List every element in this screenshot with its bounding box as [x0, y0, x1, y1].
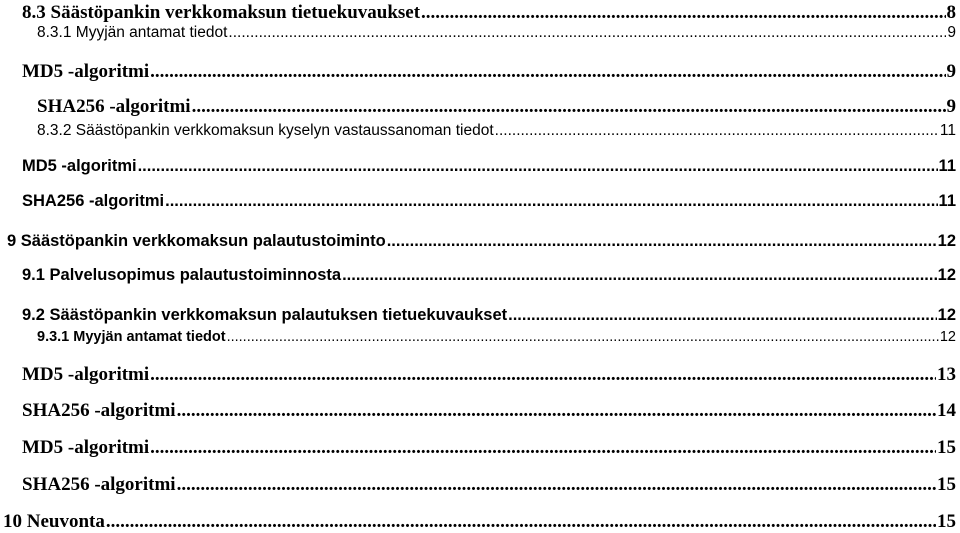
toc-entry-md5-1[interactable] [22, 61, 956, 83]
toc-entry-9-2[interactable] [22, 306, 956, 325]
toc-entry-page: 15 [937, 437, 956, 458]
toc-dot-leader [106, 511, 936, 533]
toc-entry-page: 11 [939, 122, 956, 139]
toc-entry-page: 15 [937, 474, 956, 495]
toc-entry-label: 9 Säästöpankin verkkomaksun palautustoiminto [7, 232, 386, 250]
toc-entry-md5-2[interactable] [22, 157, 956, 176]
toc-entry-page: 14 [937, 400, 956, 421]
toc-dot-leader [177, 474, 936, 496]
toc-entry-page: 11 [938, 157, 956, 175]
toc-entry-label: 8.3.1 Myyjän antamat tiedot [37, 24, 228, 41]
toc-dot-leader [421, 2, 945, 24]
toc-entry-9-1[interactable] [22, 266, 956, 285]
toc-entry-label: MD5 -algoritmi [22, 437, 150, 458]
toc-entry-label: MD5 -algoritmi [22, 364, 150, 385]
toc-entry-9[interactable] [7, 232, 956, 251]
toc-entry-8-3-2[interactable] [37, 122, 956, 140]
toc-entry-sha256-4[interactable] [22, 474, 956, 496]
toc-entry-label: 10 Neuvonta [3, 511, 105, 532]
toc-entry-sha256-2[interactable] [22, 192, 956, 211]
toc-entry-10[interactable] [3, 511, 956, 533]
toc-entry-label: 9.2 Säästöpankin verkkomaksun palautuksen tietuekuvaukset [22, 306, 508, 324]
toc-entry-page: 9 [946, 61, 956, 82]
toc-entry-label: 9.1 Palvelusopimus palautustoiminnosta [22, 266, 342, 284]
toc-dot-leader [150, 437, 936, 459]
toc-dot-leader [177, 400, 936, 422]
toc-entry-8-3[interactable] [22, 2, 956, 24]
toc-entry-label: SHA256 -algoritmi [22, 400, 176, 421]
toc-entry-sha256-1[interactable] [37, 96, 956, 118]
toc-entry-page: 8 [946, 2, 956, 23]
toc-dot-leader [165, 192, 937, 211]
toc-dot-leader [150, 61, 945, 83]
toc-entry-page: 11 [938, 192, 956, 210]
toc-dot-leader [138, 157, 938, 176]
toc-entry-page: 15 [937, 511, 956, 532]
toc-entry-label: MD5 -algoritmi [22, 157, 137, 175]
toc-entry-9-3-1[interactable] [37, 329, 956, 345]
toc-entry-page: 13 [937, 364, 956, 385]
toc-dot-leader [228, 24, 946, 42]
toc-dot-leader [495, 122, 939, 140]
toc-entry-page: 12 [937, 266, 956, 284]
toc-entry-label: SHA256 -algoritmi [22, 192, 165, 210]
toc-entry-page: 12 [937, 306, 956, 324]
toc-entry-label: SHA256 -algoritmi [37, 96, 191, 117]
toc-dot-leader [342, 266, 937, 285]
toc-entry-page: 9 [946, 96, 956, 117]
toc-dot-leader [192, 96, 946, 118]
toc-entry-8-3-1[interactable] [37, 24, 956, 42]
toc-entry-page: 12 [937, 232, 956, 250]
toc-entry-label: MD5 -algoritmi [22, 61, 150, 82]
toc-dot-leader [387, 232, 937, 251]
toc-dot-leader [227, 329, 939, 345]
toc-entry-page: 12 [939, 329, 956, 345]
toc-entry-label: 8.3 Säästöpankin verkkomaksun tietuekuvaukset [22, 2, 421, 23]
toc-entry-label: 8.3.2 Säästöpankin verkkomaksun kyselyn vastaussanoman tiedot [37, 122, 494, 139]
toc-dot-leader [150, 364, 936, 386]
toc-entry-sha256-3[interactable] [22, 400, 956, 422]
toc-entry-label: 9.3.1 Myyjän antamat tiedot [37, 329, 226, 345]
toc-entry-md5-3[interactable] [22, 364, 956, 386]
toc-entry-label: SHA256 -algoritmi [22, 474, 176, 495]
toc-entry-page: 9 [947, 24, 956, 41]
toc-dot-leader [508, 306, 937, 325]
toc-entry-md5-4[interactable] [22, 437, 956, 459]
